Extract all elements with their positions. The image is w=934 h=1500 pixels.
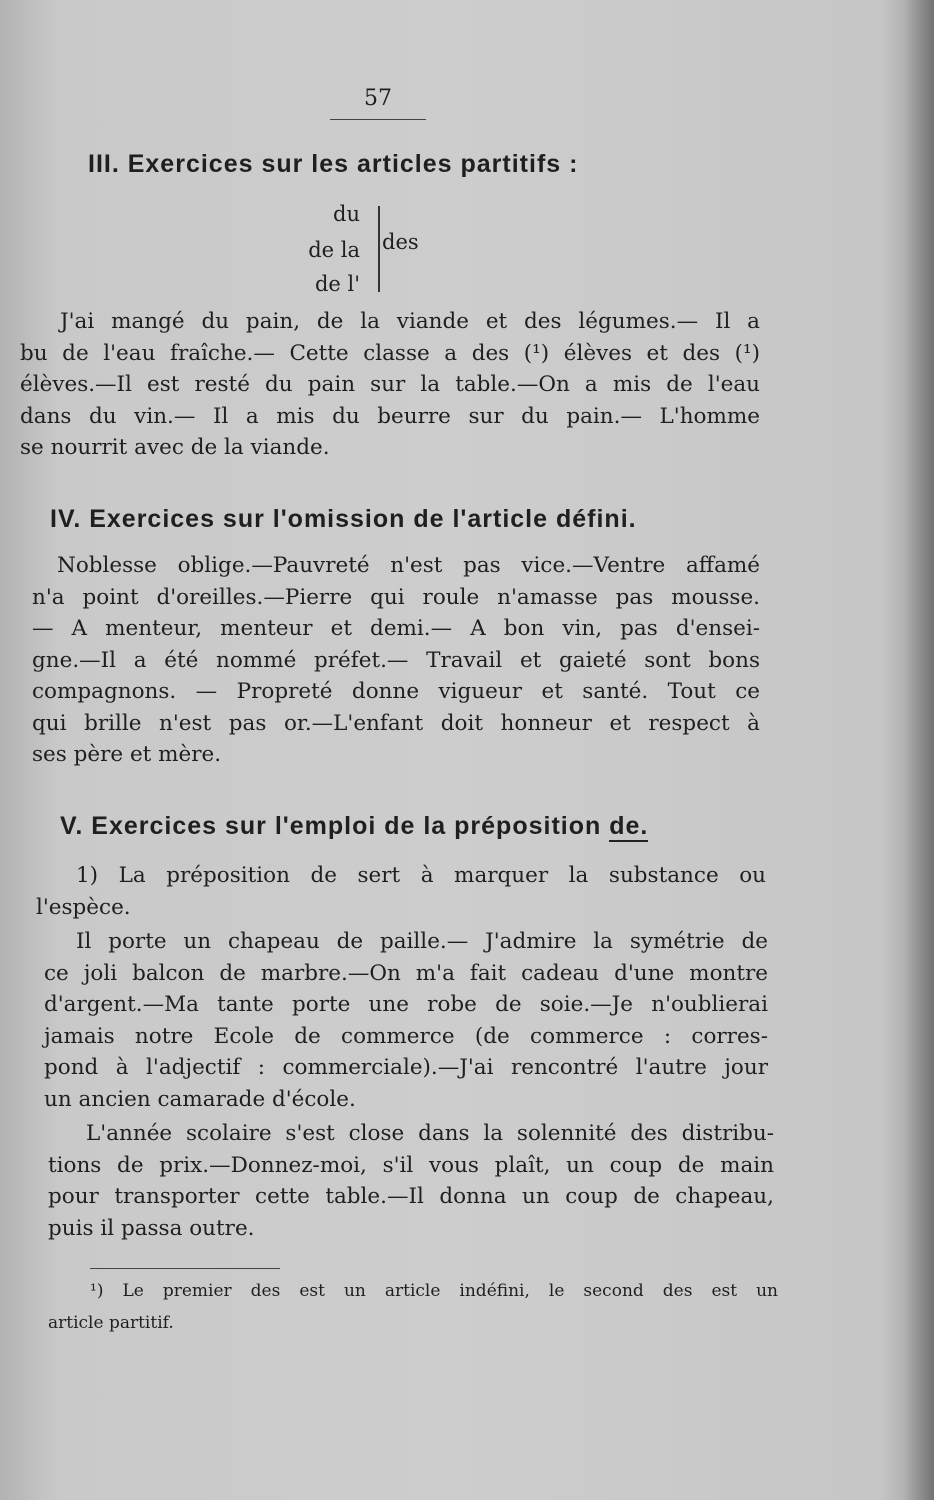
- curly-brace: [368, 206, 380, 292]
- text-line: Il porte un chapeau de paille.— J'admire la symétrie de: [76, 929, 768, 954]
- brace-result-des: des: [382, 230, 419, 254]
- text-line: se nourrit avec de la viande.: [20, 435, 330, 460]
- text-line: gne.—Il a été nommé préfet.— Travail et gaieté sont bons: [32, 647, 760, 673]
- section-3-title: III. Exercices sur les articles partitifs :: [88, 150, 579, 178]
- text-line: — A menteur, menteur et demi.— A bon vin, pas d'ensei-: [32, 616, 760, 641]
- page-edge-shadow: [904, 0, 934, 1500]
- section-4-exercises: [32, 550, 760, 771]
- text-line: élèves.—Il est resté du pain sur la table.—On a mis de l'eau: [20, 372, 760, 397]
- text-line: ses père et mère.: [32, 742, 222, 767]
- text-line: qui brille n'est pas or.—L'enfant doit honneur et respect à: [32, 710, 760, 736]
- text-line: pond à l'adjectif : commerciale).—J'ai rencontré l'autre jour: [44, 1055, 768, 1080]
- footnote-rule: [90, 1268, 280, 1269]
- section-5-title-text: V. Exercices sur l'emploi de la préposition: [60, 812, 602, 840]
- text-line: jamais notre Ecole de commerce (de commerce : corres-: [44, 1023, 768, 1049]
- section-5-examples-1: [44, 926, 768, 1115]
- section-5-title: [60, 812, 648, 841]
- text-line: tions de prix.—Donnez-moi, s'il vous plaît, un coup de main: [48, 1152, 774, 1178]
- text-line: Noblesse oblige.—Pauvreté n'est pas vice.—Ventre affamé: [57, 553, 760, 578]
- text-line: dans du vin.— Il a mis du beurre sur du pain.— L'homme: [20, 403, 760, 429]
- section-5-rule: [36, 860, 766, 923]
- text-line: ce joli balcon de marbre.—On m'a fait cadeau d'une montre: [44, 960, 768, 986]
- text-line: puis il passa outre.: [48, 1215, 255, 1241]
- text-line: d'argent.—Ma tante porte une robe de soie.—Je n'oublierai: [44, 992, 768, 1017]
- text-line: J'ai mangé du pain, de la viande et des légumes.— Il a: [60, 309, 760, 334]
- brace-item-de-la: de la: [308, 238, 360, 262]
- text-line: 1) La préposition de sert à marquer la substance ou: [76, 863, 766, 888]
- footnote-line: ¹) Le premier des est un article indéfini, le second des est un: [90, 1281, 778, 1301]
- partitive-articles-brace: [270, 200, 490, 300]
- text-line: bu de l'eau fraîche.— Cette classe a des (¹) élèves et des (¹): [20, 340, 760, 366]
- footnote-line: article partitif.: [48, 1313, 174, 1333]
- text-line: L'année scolaire s'est close dans la solennité des distribu-: [86, 1121, 774, 1146]
- brace-item-du: du: [333, 202, 360, 226]
- footnote: [48, 1275, 778, 1339]
- section-5-title-word: de.: [609, 812, 649, 840]
- section-4-title: IV. Exercices sur l'omission de l'article défini.: [50, 505, 637, 533]
- page-number: 57: [330, 86, 426, 120]
- section-5-examples-2: [48, 1118, 774, 1244]
- text-line: compagnons. — Propreté donne vigueur et santé. Tout ce: [32, 679, 760, 704]
- text-line: un ancien camarade d'école.: [44, 1086, 356, 1112]
- text-line: n'a point d'oreilles.—Pierre qui roule n'amasse pas mousse.: [32, 584, 760, 610]
- text-line: pour transporter cette table.—Il donna un coup de chapeau,: [48, 1184, 774, 1209]
- brace-item-de-l: de l': [314, 272, 360, 296]
- section-3-exercises: [20, 306, 760, 464]
- text-line: l'espèce.: [36, 894, 131, 920]
